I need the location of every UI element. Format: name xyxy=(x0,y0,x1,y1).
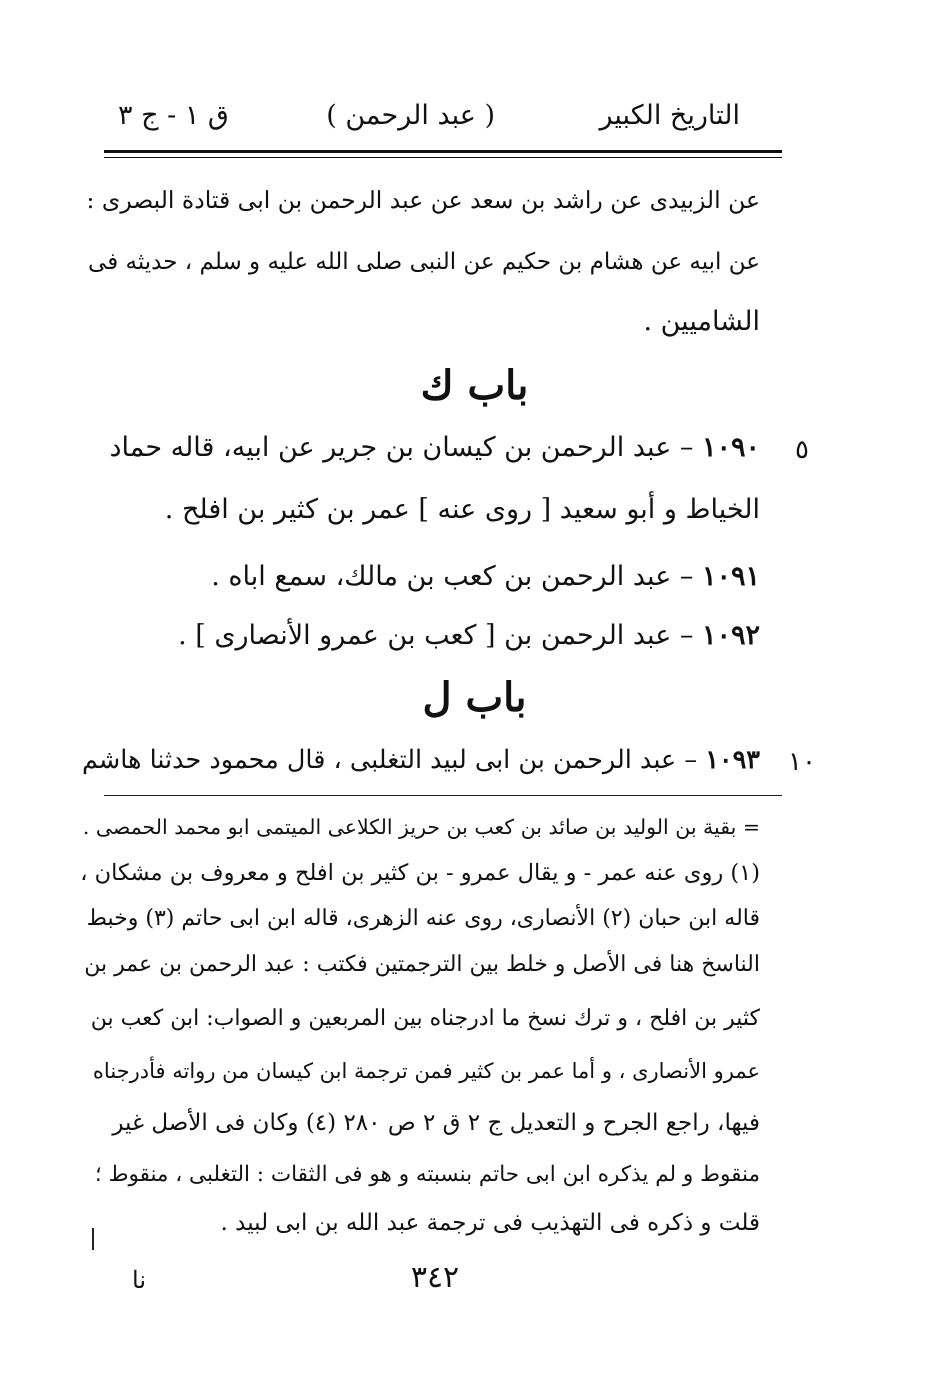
entry-text: – عبد الرحمن بن كيسان بن جرير عن ابيه، قاله حماد xyxy=(109,432,694,463)
footnote-line: (١) روى عنه عمر - و يقال عمرو - بن كثير بن افلح و معروف بن مشكان ، xyxy=(80,860,760,886)
margin-line-number: ١٠ xyxy=(788,747,816,777)
signature-mark: نا xyxy=(132,1266,146,1294)
header-rule-thick xyxy=(104,150,782,153)
section-heading-lam: باب ل xyxy=(422,674,527,721)
footnote-rule xyxy=(104,795,782,796)
footnote-line: فيها، راجع الجرح و التعديل ج ٢ ق ٢ ص ٢٨٠ (٤) وكان فى الأصل غير xyxy=(112,1110,760,1136)
entry-1090-line-2: الخياط و أبو سعيد [ روى عنه ] عمر بن كثير بن افلح . xyxy=(164,494,760,525)
footnote-line: = بقية بن الوليد بن صائد بن كعب بن حريز الكلاعى الميتمى ابو محمد الحمصى . xyxy=(82,815,760,839)
footnote-line: قاله ابن حبان (٢) الأنصارى، روى عنه الزهرى، قاله ابن ابى حاتم (٣) وخبط xyxy=(86,906,760,931)
margin-line-number: ٥ xyxy=(795,435,809,465)
footnote-line: الناسخ هنا فى الأصل و خلط بين الترجمتين فكتب : عبد الرحمن بن عمر بن xyxy=(84,952,760,977)
header-rule-thin xyxy=(104,157,782,158)
entry-1092 xyxy=(178,614,760,658)
entry-text: – عبد الرحمن بن [ كعب بن عمرو الأنصارى ] . xyxy=(178,620,694,651)
entry-number: ١٠٩٣ xyxy=(705,745,760,775)
footnote-line: قلت و ذكره فى التهذيب فى ترجمة عبد الله بن ابى لبيد . xyxy=(220,1210,760,1236)
entry-1090-line-1 xyxy=(109,426,760,470)
page-number: ٣٤٢ xyxy=(410,1260,460,1295)
running-part: ق ١ - ج ٣ xyxy=(118,100,229,131)
intro-line-1: عن الزبيدى عن راشد بن سعد عن عبد الرحمن بن ابى قتادة البصرى : xyxy=(86,186,760,214)
entry-text: – عبد الرحمن بن ابى لبيد التغلبى ، قال محمود حدثنا هاشم xyxy=(81,745,698,775)
footnote-line: عمرو الأنصارى ، و أما عمر بن كثير فمن ترجمة ابن كيسان من رواته فأدرجناه xyxy=(92,1059,760,1083)
section-heading-kaf: باب ك xyxy=(420,362,529,409)
running-section: ( عبد الرحمن ) xyxy=(326,100,495,131)
intro-line-3: الشاميين . xyxy=(643,306,760,337)
entry-number: ١٠٩٢ xyxy=(701,620,760,651)
margin-mark xyxy=(92,1228,94,1250)
intro-line-2: عن ابيه عن هشام بن حكيم عن النبى صلى الله عليه و سلم ، حديثه فى xyxy=(88,249,760,275)
footnote-line: منقوط و لم يذكره ابن ابى حاتم بنسبته و هو فى الثقات : التغلبى ، منقوط ؛ xyxy=(94,1162,760,1187)
footnote-line: كثير بن افلح ، و ترك نسخ ما ادرجناه بين المربعين و الصواب: ابن كعب بن xyxy=(90,1006,760,1031)
entry-number: ١٠٩٠ xyxy=(701,432,760,463)
entry-text: – عبد الرحمن بن كعب بن مالك، سمع اباه . xyxy=(211,561,694,592)
entry-1093 xyxy=(82,738,760,782)
running-title: التاريخ الكبير xyxy=(599,100,740,131)
entry-number: ١٠٩١ xyxy=(701,561,760,592)
entry-1091 xyxy=(211,555,760,599)
